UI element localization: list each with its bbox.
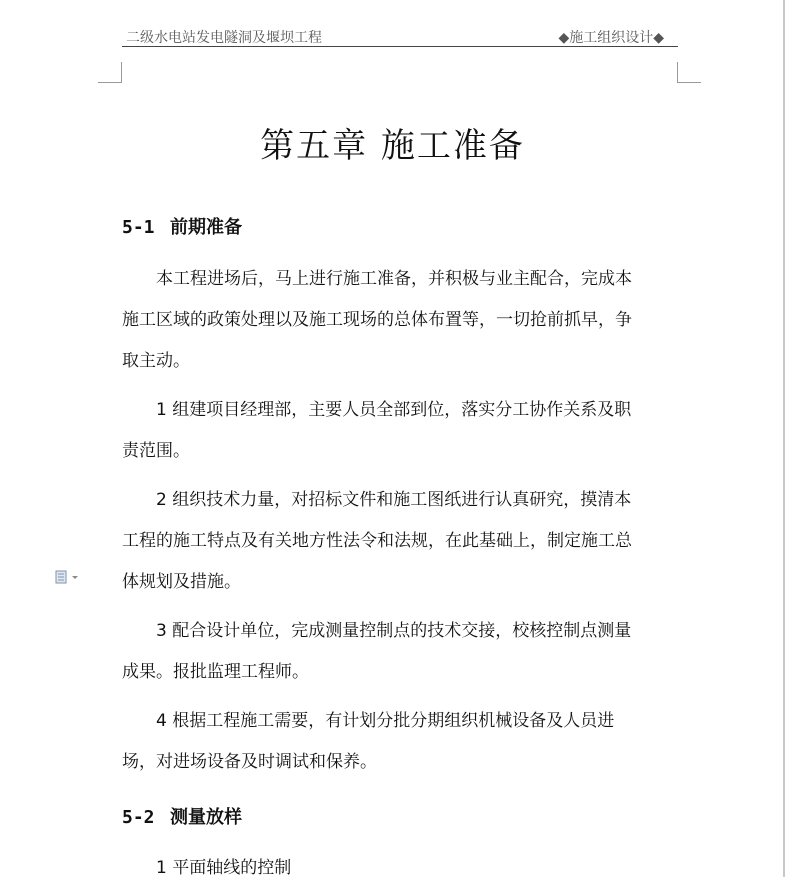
crop-mark-right-horizontal bbox=[677, 82, 701, 83]
paragraph-line: 施工区域的政策处理以及施工现场的总体布置等，一切抢前抓早，争 bbox=[122, 310, 632, 330]
paragraph-line: 4 根据工程施工需要，有计划分批分期组织机械设备及人员进 bbox=[156, 711, 615, 731]
paragraph-line: 场，对进场设备及时调试和保养。 bbox=[122, 752, 377, 772]
crop-mark-left-horizontal bbox=[98, 82, 122, 83]
section-heading-5-1 bbox=[122, 213, 242, 239]
section-heading-5-2 bbox=[122, 803, 242, 829]
crop-mark-left-vertical bbox=[121, 62, 122, 82]
paragraph-line: 工程的施工特点及有关地方性法令和法规，在此基础上，制定施工总 bbox=[122, 531, 632, 551]
section-title: 前期准备 bbox=[170, 217, 242, 238]
paragraph-line: 本工程进场后，马上进行施工准备，并积极与业主配合，完成本 bbox=[156, 269, 632, 289]
section-number: 5-1 bbox=[122, 217, 155, 238]
paragraph-line: 责范围。 bbox=[122, 441, 190, 461]
paragraph-options-icon[interactable] bbox=[55, 569, 81, 583]
paragraph-line: 体规划及措施。 bbox=[122, 572, 241, 592]
header-right-text: ◆施工组织设计◆ bbox=[558, 30, 664, 46]
paragraph-line: 3 配合设计单位，完成测量控制点的技术交接，校核控制点测量 bbox=[156, 621, 632, 641]
paragraph-line: 2 组织技术力量，对招标文件和施工图纸进行认真研究，摸清本 bbox=[156, 490, 632, 510]
header-left-text: 二级水电站发电隧洞及堰坝工程 bbox=[126, 30, 322, 46]
paragraph-line: 成果。报批监理工程师。 bbox=[122, 662, 309, 682]
section-number: 5-2 bbox=[122, 807, 155, 828]
paragraph-line: 1 组建项目经理部，主要人员全部到位，落实分工协作关系及职 bbox=[156, 400, 632, 420]
paragraph-line: 取主动。 bbox=[122, 351, 190, 371]
crop-mark-right-vertical bbox=[677, 62, 678, 82]
section-title: 测量放样 bbox=[170, 807, 242, 828]
paragraph-line: 1 平面轴线的控制 bbox=[156, 858, 292, 878]
chapter-title: 第五章 施工准备 bbox=[260, 126, 525, 166]
page-header bbox=[122, 26, 678, 47]
